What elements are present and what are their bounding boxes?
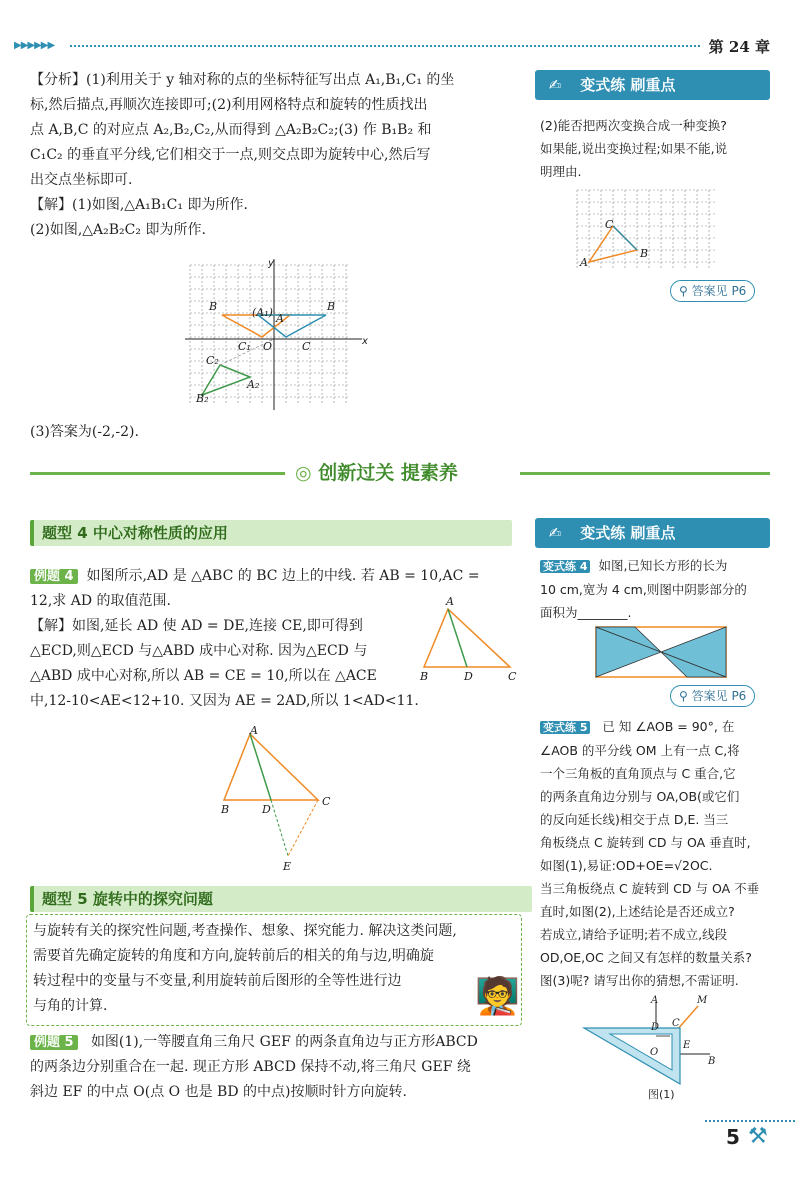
ruler-fig-b: B <box>708 1056 716 1067</box>
example-line: △ABD 成中心对称,所以 AB = CE = 10,所以在 △ACE <box>30 668 377 684</box>
example-line: 【解】如图,延长 AD 使 AD = DE,连接 CE,即可得到 <box>30 618 363 634</box>
graph-label-b: B <box>209 300 218 313</box>
ruler-fig-m: M <box>697 995 708 1006</box>
small-fig-c: C <box>605 218 614 231</box>
graph-label-o: O <box>263 340 273 353</box>
analysis-line: C₁C₂ 的垂直平分线,它们相交于一点,则交点即为旋转中心,然后写 <box>30 147 431 163</box>
example-line: 斜边 EF 的中点 O(点 O 也是 BD 的中点)按顺时针方向旋转. <box>30 1084 407 1100</box>
graph-label-c2: C₂ <box>206 354 219 367</box>
fig1-c: C <box>508 670 517 683</box>
question-line: 明理由. <box>540 164 582 179</box>
variant-question-5 <box>540 715 780 992</box>
compass-icon: ⚒ <box>748 1124 768 1149</box>
section-divider-left <box>30 472 285 475</box>
variant-question-2 <box>540 114 775 183</box>
intro-line: 与角的计算. <box>33 998 108 1014</box>
question-line: (2)能否把两次变换合成一种变换? <box>540 118 727 133</box>
graph-label-c: C <box>302 340 311 353</box>
answer-ref-bottom[interactable]: ⚲ 答案见 P6 <box>670 685 755 707</box>
fig2-d: D <box>262 803 271 816</box>
analysis-line: 标,然后描点,再顺次连接即可;(2)利用网格特点和旋转的性质找出 <box>30 97 428 113</box>
banner-title: 变式练 刷重点 <box>580 524 676 542</box>
fig1-d: D <box>464 670 473 683</box>
example-line: 的两条边分别重合在一起. 现正方形 ABCD 保持不动,将三角尺 GEF 绕 <box>30 1059 471 1075</box>
graph-label-a1: (A₁) <box>252 306 273 319</box>
example-line: 如图所示,AD 是 △ABC 的 BC 边上的中线. 若 AB = 10,AC = <box>86 568 480 584</box>
rectangle-shaded-figure <box>595 626 727 678</box>
graph-label-c1: C₁ <box>238 340 251 353</box>
question-line: 角板绕点 C 旋转到 CD 与 OA 垂直时, <box>540 835 751 850</box>
key-icon: ⚲ <box>679 689 688 703</box>
cartoon-icon: 🧑‍🏫 <box>475 976 520 1017</box>
variant-question-4 <box>540 554 775 624</box>
question-line: 10 cm,宽为 4 cm,则图中阴影部分的 <box>540 582 747 597</box>
question-line: 直时,如图(2),上述结论是否还成立? <box>540 904 735 919</box>
question-line: 一个三角板的直角顶点与 C 重合,它 <box>540 766 736 781</box>
type4-title: 题型 4 中心对称性质的应用 <box>30 520 512 546</box>
example-tag-4: 例题 4 <box>30 569 78 584</box>
type5-example <box>30 1030 520 1105</box>
ruler-fig-e: E <box>683 1040 691 1051</box>
question-line: OD,OE,OC 之间又有怎样的数量关系? <box>540 950 752 965</box>
banner-variant-bottom <box>535 518 770 548</box>
analysis-block <box>30 68 520 243</box>
footer-dotted-line <box>705 1120 795 1122</box>
fig2-c: C <box>322 795 331 808</box>
example-line: 12,求 AD 的取值范围. <box>30 593 171 609</box>
fig2-e: E <box>283 860 292 873</box>
person-icon: ✍ <box>548 524 562 542</box>
analysis-line: 点 A,B,C 的对应点 A₂,B₂,C₂,从而得到 △A₂B₂C₂;(3) 作 B₁B₂ 和 <box>30 122 432 138</box>
intro-line: 需要首先确定旋转的角度和方向,旋转前后的相关的角与边,明确旋 <box>33 948 434 964</box>
question-line: 面积为________. <box>540 605 632 620</box>
coordinate-graph <box>180 255 370 415</box>
graph-label-x: x <box>362 336 368 347</box>
question-line: 如图,已知长方形的长为 <box>598 558 728 573</box>
fig2-a: A <box>250 724 258 737</box>
small-fig-b: B <box>640 247 649 260</box>
intro-line: 与旋转有关的探究性问题,考查操作、想象、探究能力. 解决这类问题, <box>33 923 457 939</box>
chapter-label: 第 24 章 <box>708 38 770 56</box>
question-line: 的反向延长线)相交于点 D,E. 当三 <box>540 812 729 827</box>
ruler-fig-a: A <box>651 995 659 1006</box>
question-line: ∠AOB 的平分线 OM 上有一点 C,将 <box>540 743 740 758</box>
graph-label-a: A <box>276 312 284 325</box>
question-line: 如图(1),易证:OD+OE=√2OC. <box>540 858 713 873</box>
question-line: 若成立,请给予证明;若不成立,线段 <box>540 927 728 942</box>
question-line: 图(3)呢? 请写出你的猜想,不需证明. <box>540 973 739 988</box>
graph-label-b1: B <box>327 300 336 313</box>
ruler-fig-o: O <box>650 1047 659 1058</box>
triangle-figure-1 <box>420 605 520 675</box>
question-line: 已 知 ∠AOB = 90°, 在 <box>602 719 735 734</box>
question-line: 当三角板绕点 C 旋转到 CD 与 OA 不垂 <box>540 881 760 896</box>
fig1-a: A <box>446 595 454 608</box>
answer-ref-top[interactable]: ⚲ 答案见 P6 <box>670 280 755 302</box>
banner-title: 变式练 刷重点 <box>580 76 676 94</box>
example-line: 如图(1),一等腰直角三角尺 GEF 的两条直角边与正方形ABCD <box>90 1034 478 1050</box>
question-line: 如果能,说出变换过程;如果不能,说 <box>540 141 728 156</box>
type5-title: 题型 5 旋转中的探究问题 <box>30 886 532 912</box>
graph-label-b2: B₂ <box>196 392 209 405</box>
fig1-b: B <box>420 670 429 683</box>
section-divider-right <box>520 472 770 475</box>
swirl-icon: ◎ <box>295 462 312 484</box>
ruler-fig-d: D <box>651 1022 660 1033</box>
graph-label-y: y <box>268 258 274 269</box>
key-icon: ⚲ <box>679 284 688 298</box>
page-number: 5 <box>726 1125 740 1149</box>
example-line: 中,12-10<AE<12+10. 又因为 AE = 2AD,所以 1<AD<11. <box>30 693 419 709</box>
banner-variant-top <box>535 70 770 100</box>
triangle-ruler-figure <box>580 998 720 1088</box>
answer-3: (3)答案为(-2,-2). <box>30 424 139 440</box>
graph-label-a2: A₂ <box>247 378 260 391</box>
solution-line: 【解】(1)如图,△A₁B₁C₁ 即为所作. <box>30 197 248 213</box>
question-line: 的两条直角边分别与 OA,OB(或它们 <box>540 789 740 804</box>
small-fig-a: A <box>580 256 588 269</box>
variant-tag-4: 变式练 4 <box>540 560 590 573</box>
triangle-figure-2 <box>218 728 331 868</box>
analysis-line: 【分析】(1)利用关于 y 轴对称的点的坐标特征写出点 A₁,B₁,C₁ 的坐 <box>30 72 455 88</box>
intro-line: 转过程中的变量与不变量,利用旋转前后图形的全等性进行边 <box>33 973 402 989</box>
person-icon: ✍ <box>548 76 562 94</box>
header-dotted-line <box>70 45 700 47</box>
analysis-line: 出交点坐标即可. <box>30 172 133 188</box>
header-dots: ▶▶▶▶▶▶ <box>14 40 55 51</box>
ruler-fig-caption: 图(1) <box>648 1088 675 1101</box>
example-line: △ECD,则△ECD 与△ABD 成中心对称. 因为△ECD 与 <box>30 643 368 659</box>
example-tag-5: 例题 5 <box>30 1035 78 1050</box>
type5-intro <box>26 914 522 1026</box>
variant-tag-5: 变式练 5 <box>540 721 590 734</box>
fig2-b: B <box>221 803 230 816</box>
section-title: ◎ 创新过关 提素养 <box>295 462 458 484</box>
ruler-fig-c: C <box>672 1018 680 1029</box>
solution-line: (2)如图,△A₂B₂C₂ 即为所作. <box>30 222 206 238</box>
